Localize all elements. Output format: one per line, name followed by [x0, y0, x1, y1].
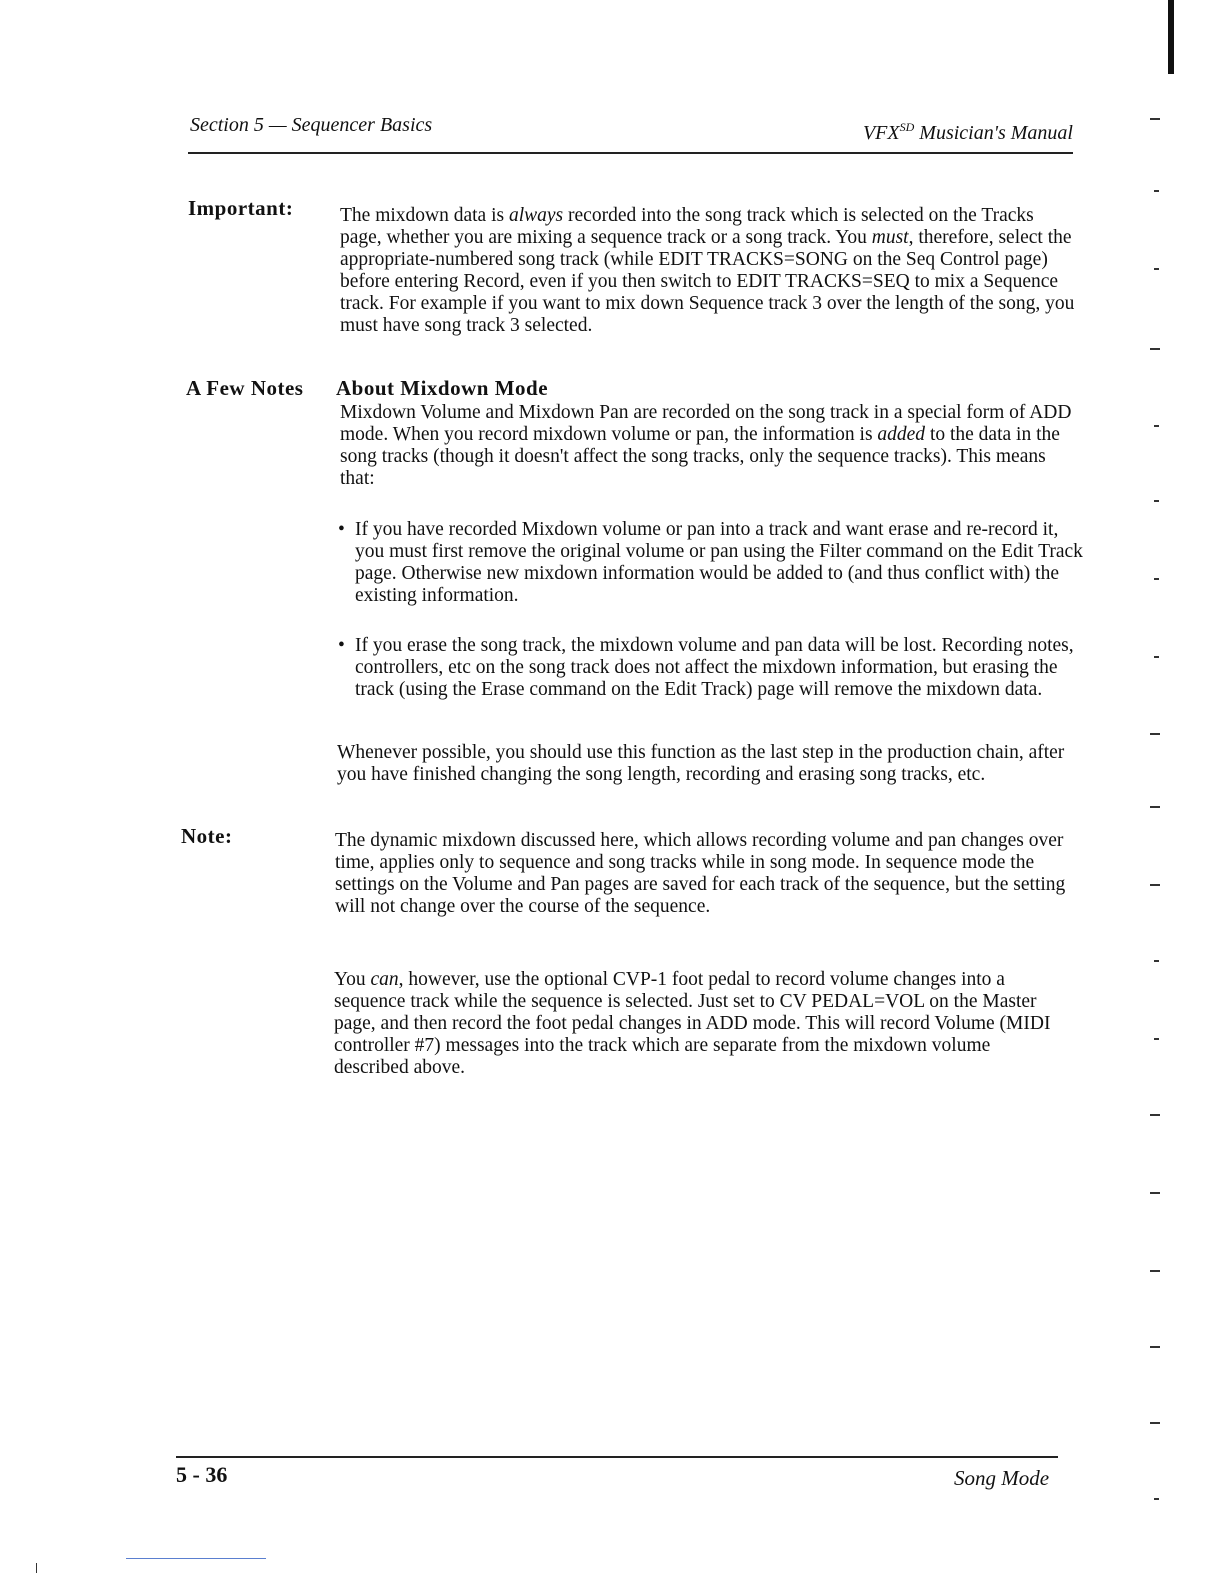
mixdown-intro-paragraph [340, 402, 1075, 490]
margin-tick [1150, 118, 1160, 120]
margin-tick [1150, 1270, 1160, 1272]
margin-tick [1154, 1038, 1159, 1040]
emphasis-run: can [370, 969, 399, 990]
margin-tick [1150, 1346, 1160, 1348]
text-run: Mixdown Volume and Mixdown Pan are recorded on the song track in a special form of ADD mode. When you record mixdown volume or pan, the information is [340, 402, 1072, 445]
mixdown-closing-paragraph: Whenever possible, you should use this function as the last step in the production chain, after you have finished changing the song length, recording and erasing song tracks, etc. [337, 742, 1065, 785]
margin-tick [1150, 806, 1160, 808]
emphasis-run: must [871, 227, 909, 248]
margin-tick [1154, 500, 1159, 502]
margin-tick [1150, 884, 1160, 886]
emphasis-run: added [877, 424, 926, 445]
notes-section-heading: About Mixdown Mode [336, 376, 549, 400]
text-run: recorded into the song track which is selected on the Tracks page, whether you are mixing a sequence track or a song track. You [340, 205, 1034, 248]
margin-tick [1150, 348, 1160, 350]
margin-tick [1150, 1192, 1160, 1194]
note-paragraph-2 [334, 969, 1069, 1079]
chapter-title: Song Mode [954, 1466, 1050, 1490]
manual-title-suffix: Musician's Manual [914, 122, 1073, 144]
footer-rule [176, 1456, 1058, 1458]
text-run: The mixdown data is [340, 205, 509, 226]
note-label: Note: [181, 824, 233, 848]
manual-title [863, 120, 1073, 145]
text-run: to the data in the song tracks (though it doesn't affect the song tracks, only the sequence tracks). This means that: [340, 424, 1060, 489]
margin-tick [1154, 1498, 1159, 1500]
running-header [188, 112, 1073, 154]
text-run: , therefore, select the appropriate-numbered song track (while EDIT TRACKS=SONG on the Seq Control page) before entering Record, even if you then switch to EDIT TRACKS=SEQ to mix a Sequence track. For example if you want to mix down Sequence track 3 over the length of the song, you must have song track 3 selected. [340, 227, 1075, 336]
bullet-item [338, 519, 1083, 607]
notes-section-label: A Few Notes [186, 376, 304, 400]
text-run: , however, use the optional CVP-1 foot pedal to record volume changes into a sequence track while the sequence is selected. Just set to CV PEDAL=VOL on the Master page, and then record the foot pedal changes in ADD mode. This will record Volume (MIDI controller #7) messages into the track which are separate from the mixdown volume described above. [334, 969, 1051, 1078]
margin-tick [1154, 960, 1159, 962]
margin-tick [1154, 268, 1159, 270]
margin-tick [1154, 656, 1159, 658]
important-paragraph [340, 205, 1075, 337]
margin-tick [1154, 578, 1159, 580]
scan-stray-mark [36, 1563, 37, 1573]
text-run: You [334, 969, 371, 990]
bullet-item [338, 635, 1083, 701]
bullet-symbol: • [338, 635, 345, 656]
scan-edge-mark [1168, 0, 1174, 74]
note-paragraph-1: The dynamic mixdown discussed here, which allows recording volume and pan changes over time, applies only to sequence and song tracks while in song mode. In sequence mode the settings on the Volume and Pan pages are saved for each track of the sequence, but the setting will not change over the course of the sequence. [335, 830, 1066, 917]
margin-tick [1150, 1114, 1160, 1116]
section-title: Section 5 — Sequencer Basics [190, 114, 433, 136]
margin-tick [1154, 425, 1159, 427]
manual-title-superscript: SD [899, 120, 915, 134]
margin-tick [1150, 733, 1160, 735]
page-number: 5 - 36 [176, 1462, 228, 1487]
bullet-symbol: • [338, 519, 345, 540]
margin-tick [1150, 1422, 1160, 1424]
margin-tick [1154, 190, 1159, 192]
emphasis-run: always [508, 205, 564, 226]
important-label: Important: [188, 196, 294, 220]
manual-title-prefix: VFX [862, 122, 900, 144]
scan-stray-line [126, 1558, 266, 1559]
bullet-text: If you erase the song track, the mixdown volume and pan data will be lost. Recording notes, controllers, etc on the song track does not affect the mixdown information, but erasing the track (using the Erase command on the Edit Track) page will remove the mixdown data. [355, 635, 1074, 700]
bullet-text: If you have recorded Mixdown volume or pan into a track and want erase and re-record it, you must first remove the original volume or pan using the Filter command on the Edit Track page. Otherwise new mixdown information would be added to (and thus conflict with) the existing information. [355, 519, 1083, 606]
